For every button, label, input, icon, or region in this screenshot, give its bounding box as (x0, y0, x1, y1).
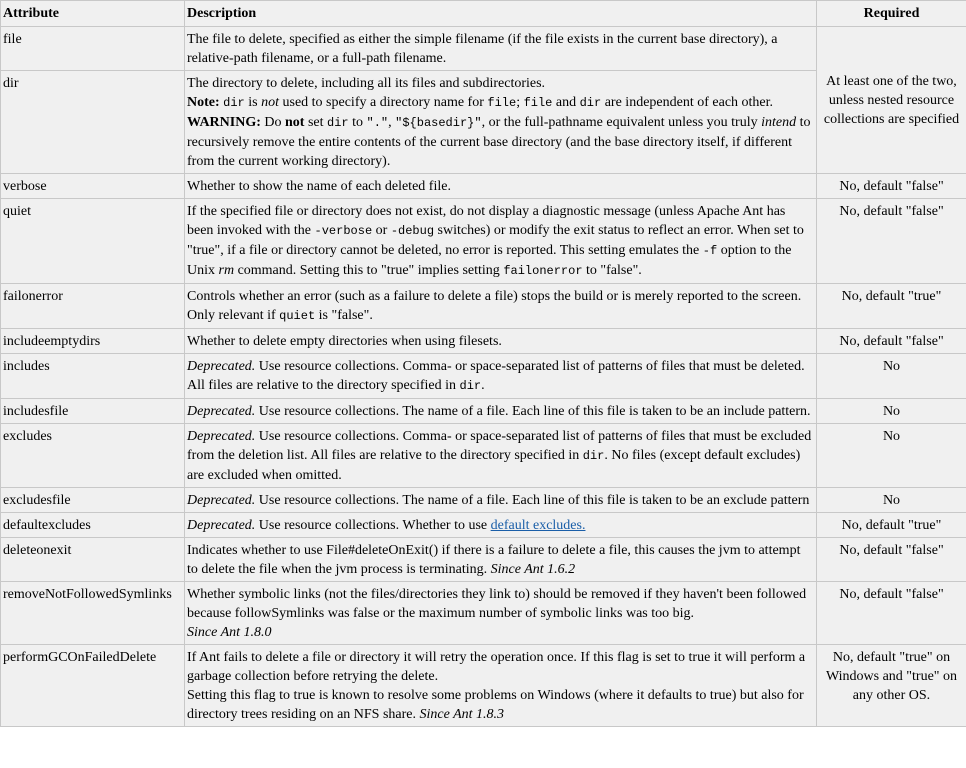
attribute-description: Whether symbolic links (not the files/directories they link to) should be removed if they haven't been followed because followSymlinks was false or the maximum number of symbolic links was too big. Since Ant 1.8.0 (185, 582, 817, 645)
attribute-description: Deprecated. Use resource collections. Comma- or space-separated list of patterns of files that must be excluded from the deletion list. All files are relative to the directory specified in dir. No files (except default excludes) are excluded when omitted. (185, 424, 817, 488)
table-row (1, 284, 966, 329)
attribute-required: No (817, 424, 966, 488)
attribute-name: dir (1, 71, 185, 174)
attribute-description: If the specified file or directory does not exist, do not display a diagnostic message (unless Apache Ant has been invoked with the -verbose or -debug switches) or modify the exit status to reflect an error. When set to "true", if a file or directory cannot be deleted, no error is reported. This setting emulates the -f option to the Unix rm command. Setting this to "true" implies setting failonerror to "false". (185, 199, 817, 284)
table-row (1, 538, 966, 582)
table-row (1, 424, 966, 488)
default-excludes-link[interactable]: default excludes. (490, 518, 586, 533)
table-row (1, 329, 966, 354)
attribute-name: performGCOnFailedDelete (1, 645, 185, 727)
attribute-name: defaultexcludes (1, 513, 185, 538)
table-row (1, 199, 966, 284)
attribute-name: includes (1, 354, 185, 399)
attribute-description: Whether to delete empty directories when using filesets. (185, 329, 817, 354)
attribute-description: If Ant fails to delete a file or directory it will retry the operation once. If this flag is set to true it will perform a garbage collection before retrying the delete. Setting this flag to true is known to resolve some problems on Windows (where it defaults to true) but also for directory trees residing on an NFS share. Since Ant 1.8.3 (185, 645, 817, 727)
attribute-required: No (817, 399, 966, 424)
table-row (1, 354, 966, 399)
attribute-description: Controls whether an error (such as a failure to delete a file) stops the build or is merely reported to the screen. Only relevant if quiet is "false". (185, 284, 817, 329)
dir-note: Note: dir is not used to specify a directory name for file; file and dir are independent of each other. (187, 95, 774, 110)
attribute-required: No, default "true" (817, 513, 966, 538)
attribute-name: quiet (1, 199, 185, 284)
attribute-name: verbose (1, 174, 185, 199)
header-required: Required (817, 1, 966, 27)
attribute-description: The file to delete, specified as either the simple filename (if the file exists in the current base directory), a relative-path filename, or a full-path filename. (185, 27, 817, 71)
attribute-description: Deprecated. Use resource collections. The name of a file. Each line of this file is taken to be an include pattern. (185, 399, 817, 424)
attribute-name: failonerror (1, 284, 185, 329)
table-row (1, 27, 966, 71)
attribute-required: No, default "false" (817, 329, 966, 354)
attribute-description: Deprecated. Use resource collections. Whether to use default excludes. (185, 513, 817, 538)
header-row (1, 1, 966, 27)
attribute-description (185, 71, 817, 174)
attribute-name: removeNotFollowedSymlinks (1, 582, 185, 645)
table-row (1, 513, 966, 538)
table-row (1, 399, 966, 424)
attribute-name: deleteonexit (1, 538, 185, 582)
attribute-name: includeemptydirs (1, 329, 185, 354)
table-row (1, 488, 966, 513)
attribute-name: includesfile (1, 399, 185, 424)
dir-line1: The directory to delete, including all its files and subdirectories. (187, 76, 546, 91)
attribute-description: Deprecated. Use resource collections. The name of a file. Each line of this file is taken to be an exclude pattern (185, 488, 817, 513)
attribute-required: No, default "true" on Windows and "true" on any other OS. (817, 645, 966, 727)
attribute-required: No, default "false" (817, 538, 966, 582)
table-row (1, 645, 966, 727)
attribute-required: No (817, 354, 966, 399)
table-row (1, 174, 966, 199)
attribute-name: excludes (1, 424, 185, 488)
attribute-description: Whether to show the name of each deleted file. (185, 174, 817, 199)
header-attribute: Attribute (1, 1, 185, 27)
attribute-description: Indicates whether to use File#deleteOnExit() if there is a failure to delete a file, this causes the jvm to attempt to delete the file when the jvm process is terminating. Since Ant 1.6.2 (185, 538, 817, 582)
attribute-name: file (1, 27, 185, 71)
table-row (1, 582, 966, 645)
attribute-required: No, default "false" (817, 174, 966, 199)
dir-warning: WARNING: Do not set dir to ".", "${basedir}", or the full-pathname equivalent unless you truly intend to recursively remove the entire contents of the current base directory (and the base directory itself, if different from the current working directory). (187, 115, 811, 169)
attribute-required: No, default "false" (817, 199, 966, 284)
attribute-required: No (817, 488, 966, 513)
attribute-name: excludesfile (1, 488, 185, 513)
attribute-description: Deprecated. Use resource collections. Comma- or space-separated list of patterns of files that must be deleted. All files are relative to the directory specified in dir. (185, 354, 817, 399)
header-description: Description (185, 1, 817, 27)
attribute-required: No, default "false" (817, 582, 966, 645)
attribute-required: No, default "true" (817, 284, 966, 329)
attribute-required: At least one of the two, unless nested resource collections are specified (817, 27, 966, 174)
